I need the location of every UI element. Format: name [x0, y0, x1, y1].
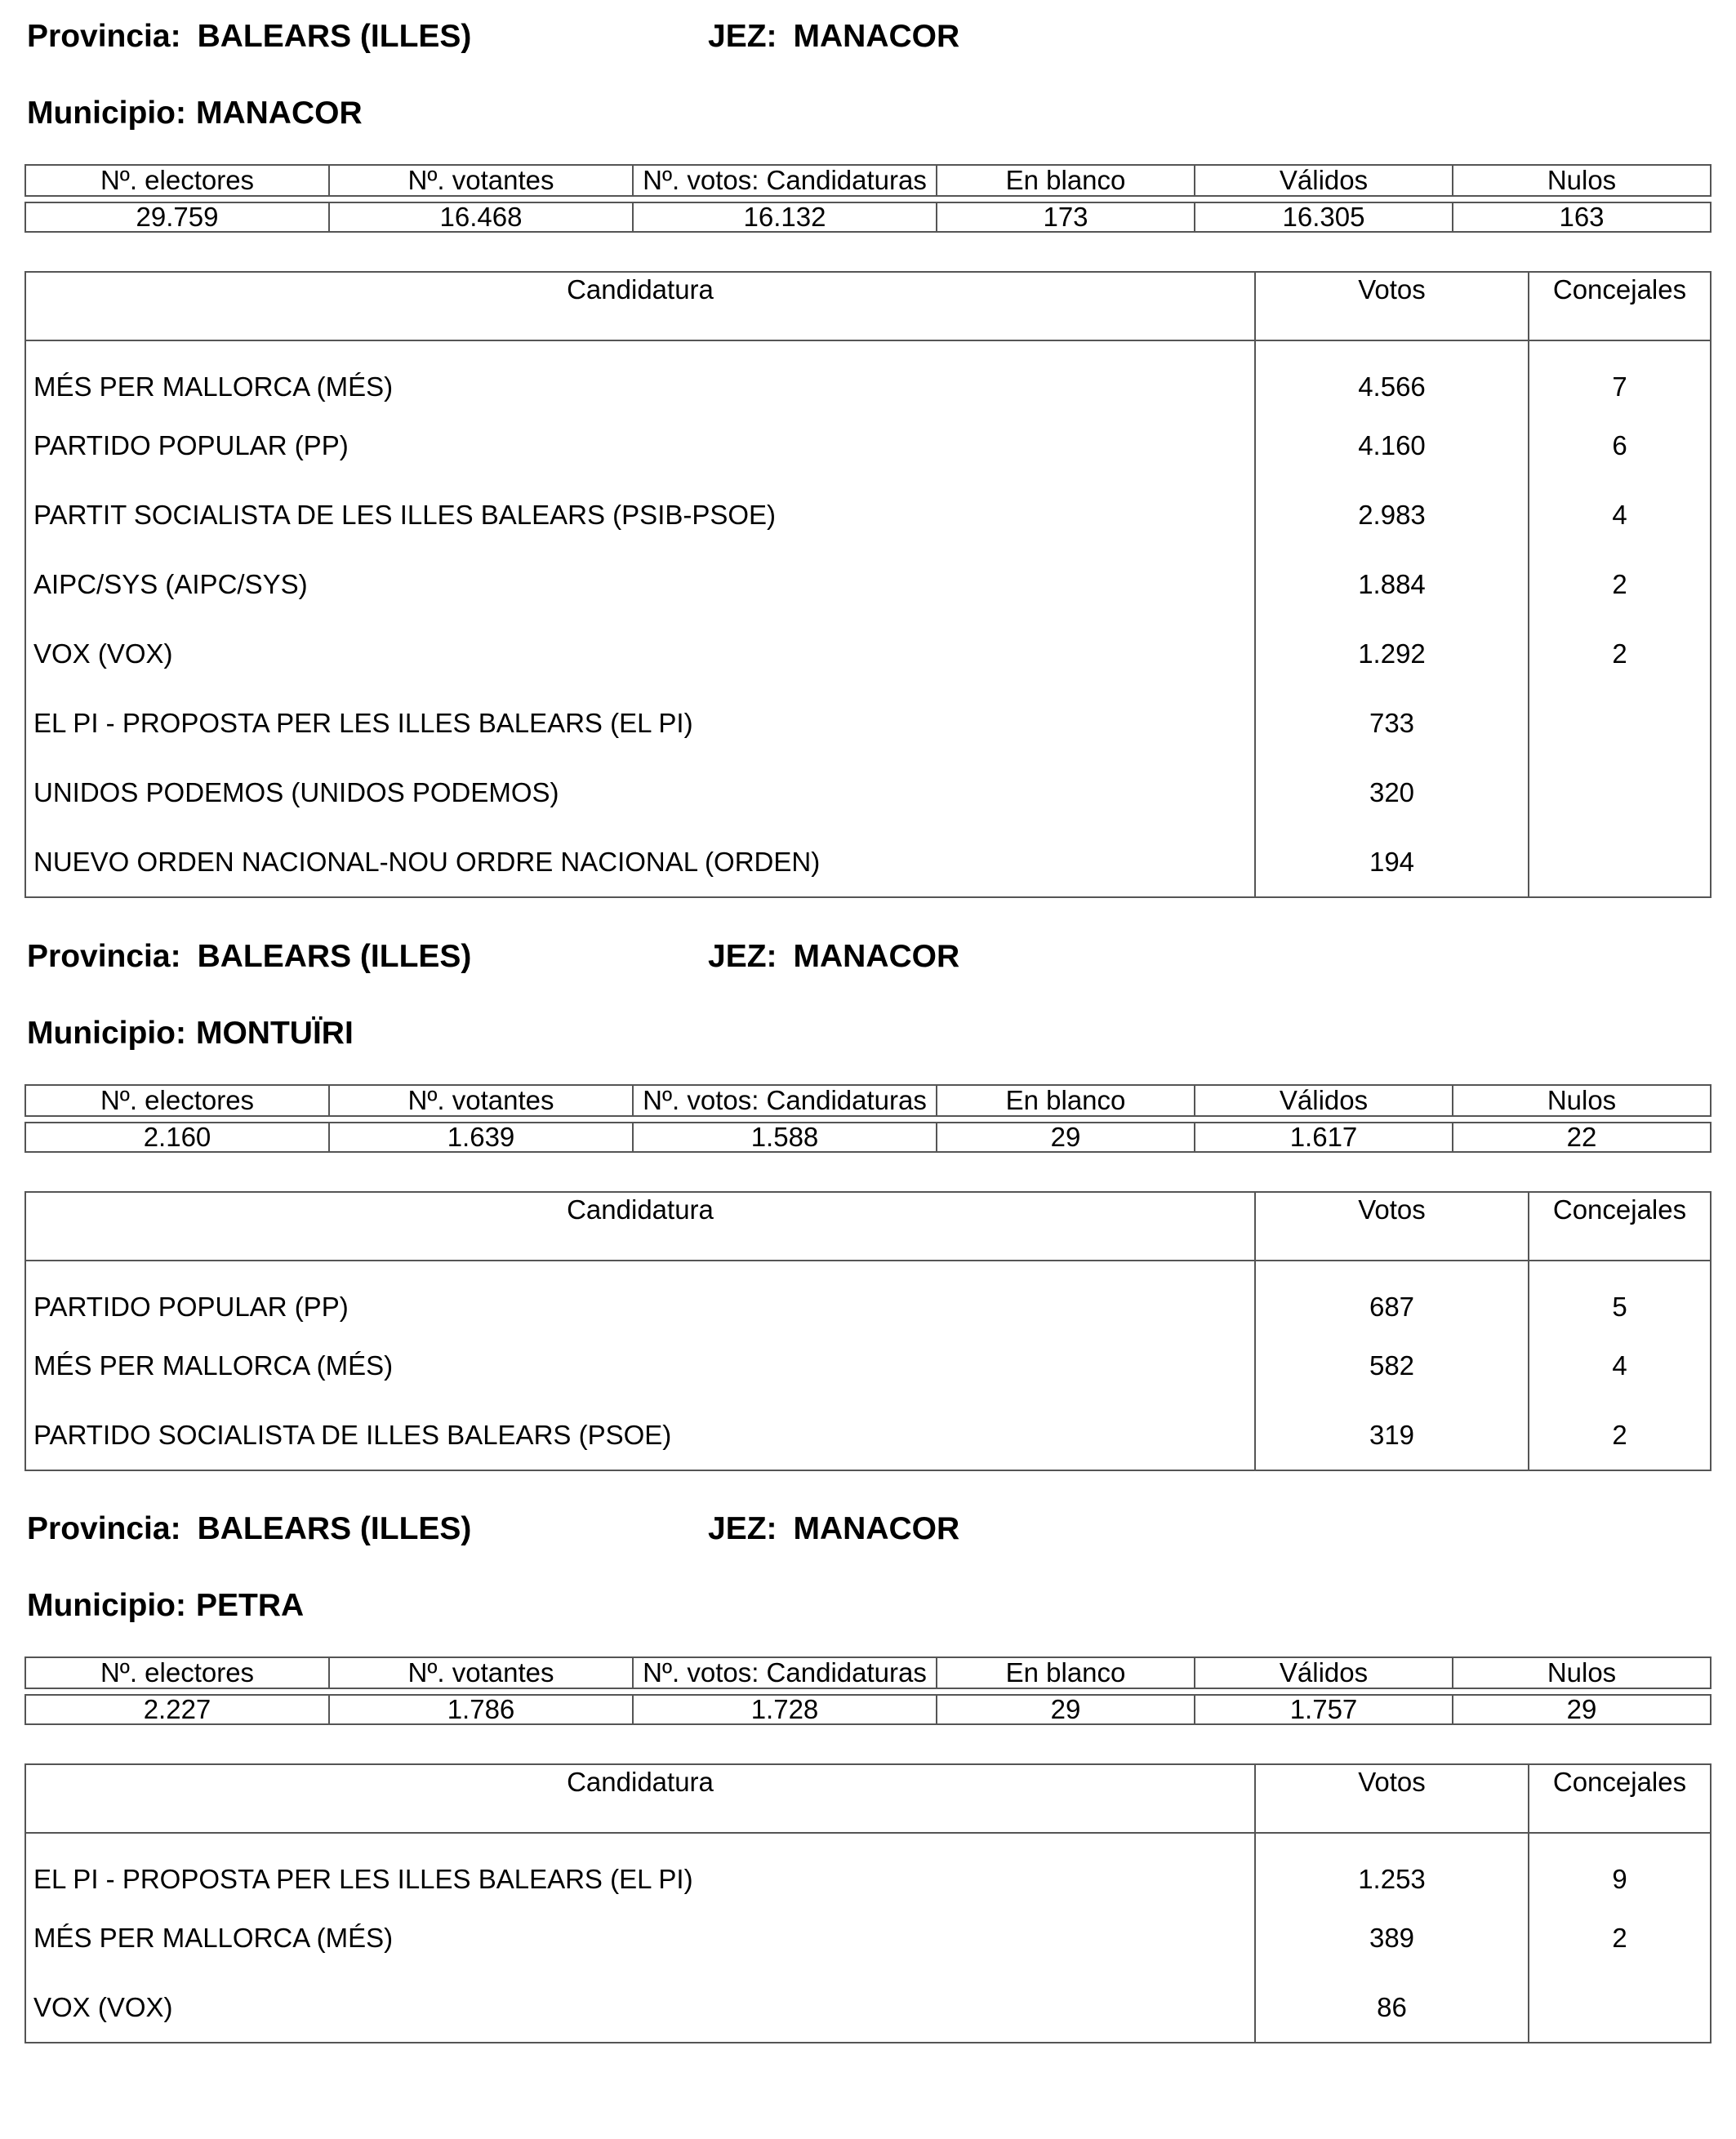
- cand-header-candidatura: Candidatura: [25, 1764, 1255, 1833]
- cand-header-row: [25, 1192, 1711, 1261]
- stats-nulos: 163: [1453, 202, 1711, 232]
- stats-gap: [25, 1116, 1711, 1123]
- cand-name: PARTIT SOCIALISTA DE LES ILLES BALEARS (PSIB-PSOE): [25, 480, 1255, 549]
- stats-table: [24, 1657, 1712, 1725]
- stats-electores: 2.227: [25, 1695, 329, 1724]
- municipio-line: [27, 1009, 354, 1058]
- municipio-label: Municipio:: [27, 1588, 186, 1623]
- stats-values-row: [25, 1123, 1711, 1152]
- provincia-line: [27, 12, 471, 61]
- cand-header-candidatura: Candidatura: [25, 1192, 1255, 1261]
- table-row: [25, 688, 1711, 758]
- provincia-value: BALEARS (ILLES): [197, 939, 472, 974]
- cand-concejales: 2: [1529, 1400, 1711, 1470]
- cand-votos: 582: [1255, 1331, 1529, 1400]
- municipio-value: MANACOR: [195, 96, 363, 131]
- cand-concejales: 2: [1529, 619, 1711, 688]
- stats-header-votantes: Nº. votantes: [329, 165, 633, 196]
- jez-line: [708, 12, 959, 61]
- cand-name: NUEVO ORDEN NACIONAL-NOU ORDRE NACIONAL (ORDEN): [25, 827, 1255, 897]
- table-row: [25, 827, 1711, 897]
- stats-en-blanco: 173: [937, 202, 1195, 232]
- cand-votos: 4.160: [1255, 411, 1529, 480]
- stats-header-validos: Válidos: [1195, 165, 1453, 196]
- cand-name: PARTIDO SOCIALISTA DE ILLES BALEARS (PSOE): [25, 1400, 1255, 1470]
- cand-name: UNIDOS PODEMOS (UNIDOS PODEMOS): [25, 758, 1255, 827]
- cand-header-row: [25, 272, 1711, 340]
- cand-votos: 4.566: [1255, 340, 1529, 411]
- cand-name: EL PI - PROPOSTA PER LES ILLES BALEARS (EL PI): [25, 1833, 1255, 1903]
- stats-header-nulos: Nulos: [1453, 1657, 1711, 1688]
- stats-votantes: 16.468: [329, 202, 633, 232]
- stats-header-electores: Nº. electores: [25, 165, 329, 196]
- cand-header-votos: Votos: [1255, 1764, 1529, 1833]
- stats-header-en-blanco: En blanco: [937, 165, 1195, 196]
- cand-votos: 1.292: [1255, 619, 1529, 688]
- cand-concejales: [1529, 758, 1711, 827]
- municipio-line: [27, 1581, 304, 1630]
- cand-concejales: 2: [1529, 549, 1711, 619]
- stats-header-validos: Válidos: [1195, 1657, 1453, 1688]
- table-row: [25, 1903, 1711, 1972]
- table-row: [25, 411, 1711, 480]
- table-row: [25, 1972, 1711, 2043]
- stats-header-votos-candidaturas: Nº. votos: Candidaturas: [633, 1657, 937, 1688]
- cand-votos: 2.983: [1255, 480, 1529, 549]
- cand-concejales: 2: [1529, 1903, 1711, 1972]
- jez-label: JEZ:: [708, 939, 777, 974]
- stats-table: [24, 1084, 1712, 1153]
- cand-votos: 389: [1255, 1903, 1529, 1972]
- provincia-value: BALEARS (ILLES): [197, 1511, 472, 1546]
- cand-votos: 320: [1255, 758, 1529, 827]
- stats-header-electores: Nº. electores: [25, 1085, 329, 1116]
- stats-votos-candidaturas: 16.132: [633, 202, 937, 232]
- jez-label: JEZ:: [708, 1511, 777, 1546]
- stats-electores: 29.759: [25, 202, 329, 232]
- table-row: [25, 1331, 1711, 1400]
- stats-electores: 2.160: [25, 1123, 329, 1152]
- municipio-label: Municipio:: [27, 1016, 186, 1051]
- cand-concejales: 9: [1529, 1833, 1711, 1903]
- jez-line: [708, 932, 959, 981]
- municipio-value: MONTUÏRI: [195, 1016, 354, 1051]
- stats-header-votos-candidaturas: Nº. votos: Candidaturas: [633, 1085, 937, 1116]
- provincia-label: Provincia:: [27, 19, 181, 54]
- stats-votos-candidaturas: 1.728: [633, 1695, 937, 1724]
- table-row: [25, 549, 1711, 619]
- table-row: [25, 480, 1711, 549]
- municipio-label: Municipio:: [27, 96, 186, 131]
- cand-header-concejales: Concejales: [1529, 1764, 1711, 1833]
- cand-concejales: [1529, 688, 1711, 758]
- table-row: [25, 340, 1711, 411]
- cand-concejales: [1529, 827, 1711, 897]
- table-row: [25, 758, 1711, 827]
- cand-concejales: 4: [1529, 1331, 1711, 1400]
- stats-gap: [25, 1688, 1711, 1695]
- cand-header-concejales: Concejales: [1529, 272, 1711, 340]
- cand-votos: 687: [1255, 1261, 1529, 1331]
- stats-header-en-blanco: En blanco: [937, 1085, 1195, 1116]
- stats-values-row: [25, 1695, 1711, 1724]
- stats-en-blanco: 29: [937, 1695, 1195, 1724]
- provincia-label: Provincia:: [27, 939, 181, 974]
- stats-nulos: 29: [1453, 1695, 1711, 1724]
- stats-table: [24, 164, 1712, 233]
- stats-header-row: [25, 165, 1711, 196]
- cand-name: MÉS PER MALLORCA (MÉS): [25, 1331, 1255, 1400]
- provincia-line: [27, 1505, 471, 1554]
- stats-header-nulos: Nulos: [1453, 165, 1711, 196]
- stats-header-electores: Nº. electores: [25, 1657, 329, 1688]
- cand-concejales: [1529, 1972, 1711, 2043]
- cand-name: EL PI - PROPOSTA PER LES ILLES BALEARS (EL PI): [25, 688, 1255, 758]
- table-row: [25, 1833, 1711, 1903]
- table-row: [25, 619, 1711, 688]
- jez-line: [708, 1505, 959, 1554]
- cand-name: PARTIDO POPULAR (PP): [25, 1261, 1255, 1331]
- cand-header-row: [25, 1764, 1711, 1833]
- stats-header-votantes: Nº. votantes: [329, 1085, 633, 1116]
- provincia-line: [27, 932, 471, 981]
- cand-header-votos: Votos: [1255, 272, 1529, 340]
- stats-votantes: 1.786: [329, 1695, 633, 1724]
- cand-votos: 1.884: [1255, 549, 1529, 619]
- cand-concejales: 7: [1529, 340, 1711, 411]
- cand-name: AIPC/SYS (AIPC/SYS): [25, 549, 1255, 619]
- cand-header-candidatura: Candidatura: [25, 272, 1255, 340]
- table-row: [25, 1400, 1711, 1470]
- stats-votantes: 1.639: [329, 1123, 633, 1152]
- stats-validos: 1.757: [1195, 1695, 1453, 1724]
- cand-votos: 733: [1255, 688, 1529, 758]
- stats-header-validos: Válidos: [1195, 1085, 1453, 1116]
- municipio-value: PETRA: [195, 1588, 305, 1623]
- jez-value: MANACOR: [793, 1511, 960, 1546]
- stats-en-blanco: 29: [937, 1123, 1195, 1152]
- stats-validos: 16.305: [1195, 202, 1453, 232]
- candidaturas-table: [24, 1191, 1712, 1471]
- cand-votos: 194: [1255, 827, 1529, 897]
- cand-votos: 86: [1255, 1972, 1529, 2043]
- cand-name: PARTIDO POPULAR (PP): [25, 411, 1255, 480]
- candidaturas-table: [24, 1763, 1712, 2043]
- stats-votos-candidaturas: 1.588: [633, 1123, 937, 1152]
- cand-concejales: 4: [1529, 480, 1711, 549]
- stats-header-row: [25, 1657, 1711, 1688]
- stats-gap: [25, 196, 1711, 202]
- municipio-line: [27, 89, 363, 138]
- stats-values-row: [25, 202, 1711, 232]
- stats-validos: 1.617: [1195, 1123, 1453, 1152]
- cand-header-concejales: Concejales: [1529, 1192, 1711, 1261]
- stats-header-nulos: Nulos: [1453, 1085, 1711, 1116]
- cand-votos: 319: [1255, 1400, 1529, 1470]
- provincia-label: Provincia:: [27, 1511, 181, 1546]
- cand-name: MÉS PER MALLORCA (MÉS): [25, 340, 1255, 411]
- cand-votos: 1.253: [1255, 1833, 1529, 1903]
- jez-value: MANACOR: [793, 19, 960, 54]
- cand-concejales: 5: [1529, 1261, 1711, 1331]
- cand-header-votos: Votos: [1255, 1192, 1529, 1261]
- stats-header-votantes: Nº. votantes: [329, 1657, 633, 1688]
- stats-nulos: 22: [1453, 1123, 1711, 1152]
- table-row: [25, 1261, 1711, 1331]
- cand-name: VOX (VOX): [25, 1972, 1255, 2043]
- stats-header-row: [25, 1085, 1711, 1116]
- stats-header-votos-candidaturas: Nº. votos: Candidaturas: [633, 165, 937, 196]
- stats-header-en-blanco: En blanco: [937, 1657, 1195, 1688]
- cand-concejales: 6: [1529, 411, 1711, 480]
- candidaturas-table: [24, 271, 1712, 898]
- jez-value: MANACOR: [793, 939, 960, 974]
- jez-label: JEZ:: [708, 19, 777, 54]
- provincia-value: BALEARS (ILLES): [197, 19, 472, 54]
- cand-name: MÉS PER MALLORCA (MÉS): [25, 1903, 1255, 1972]
- cand-name: VOX (VOX): [25, 619, 1255, 688]
